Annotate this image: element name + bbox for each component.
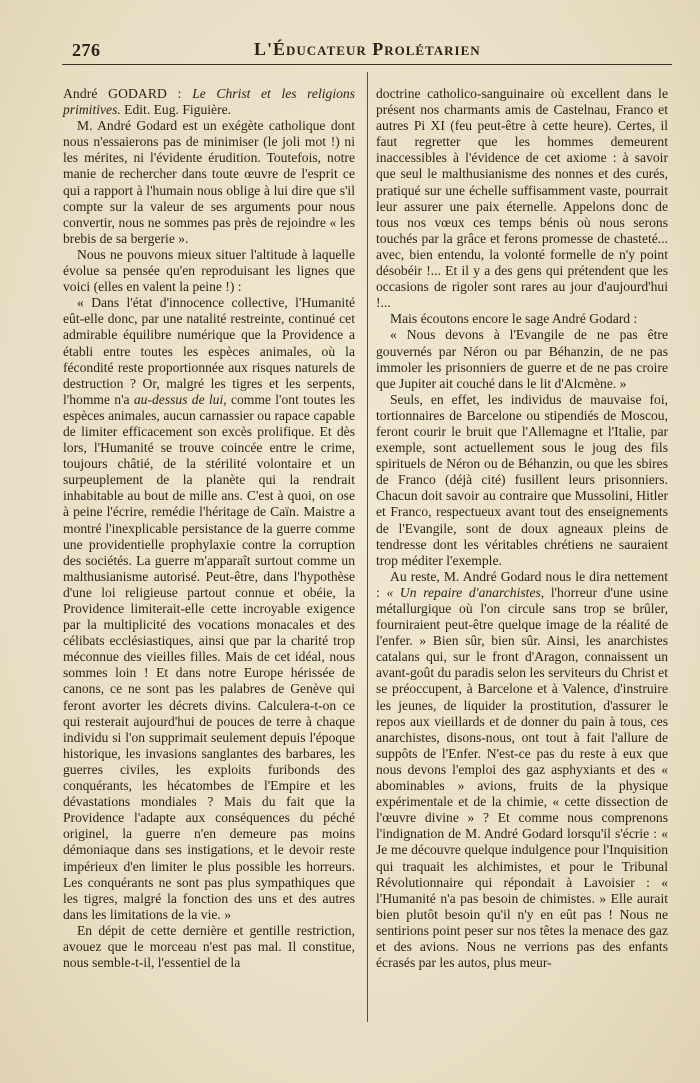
paragraph: Mais écoutons encore le sage André Godard : <box>390 311 638 327</box>
left-column <box>63 86 355 971</box>
paragraph: Nous ne pouvons mieux situer l'altitude à laquelle évolue sa pensée qu'en reproduisant les lignes que voici (elles en valent la peine !) : <box>63 246 355 295</box>
quote-emphasis: au-dessus de lui <box>133 391 224 407</box>
quote-text: « Dans l'état d'innocence collective, l'Humanité eût-elle donc, par une natalité restreinte, continué cet admirable équilibre numérique que la Providence a établi entre toutes les espèces animales, où la fécondité reste proportionnée aux risques naturels de destruction ? Or, malgré les tigres et les serpents, l'homme n'a <box>63 295 355 407</box>
right-column <box>376 86 668 971</box>
quotation: « Nous devons à l'Evangile de ne pas être gouvernés par Néron ou par Béhanzin, de ne pas immoler les prisonniers de guerre et de ne pas croire que Jupiter ait couché dans le lit d'Alcmène. » <box>376 327 668 391</box>
quotation <box>63 295 355 923</box>
reference-publisher: Edit. Eug. Figuière. <box>120 102 232 118</box>
paragraph: En dépit de cette dernière et gentille restriction, avouez que le morceau n'est pas mal. Il constitue, nous semble-t-il, l'essentiel de la <box>63 922 355 971</box>
paragraph <box>376 569 668 971</box>
page-number: 276 <box>72 40 101 60</box>
paragraph: Seuls, en effet, les individus de mauvaise foi, tortionnaires de Barcelone ou stipendiés de Moscou, feront courir le bruit que l'Allemagne et l'Italie, par exemple, sont actuellement sous le joug des fils spirituels de Néron ou de Béhanzin, ou que les sbires de Franco (déjà cité) fusillent leurs prisonniers. Chacun doit savoir au contraire que Mussolini, Hitler et Franco, respectueux avant tout des enseignements de l'Evangile, sont de doux agneaux pleins de tendresse dont les véritables chrétiens ne sauraient trop méditer l'exemple. <box>376 391 668 568</box>
header-divider <box>62 64 672 65</box>
quote-text: , comme l'ont toutes les espèces animales, aucun carnassier ou rapace capable de limiter efficacement son excès prolifique. Et dès lors, l'Humanité se trouve coincée entre le crime, toujours châtié, de la stérilité volontaire et un surpeuplement de la planète qui la rendrait inhabitable au bout de mille ans. C'est à quoi, on ose à peine l'écrire, remédie l'héritage de Caïn. Maistre a montré l'inexplicable persistance de la guerre comme une providentielle prophylaxie contre la corruption des sociétés. La guerre m'apparaît surtout comme un malthusianisme autorisé. Peut-être, dans l'hypothèse d'une loi religieuse partout connue et obéie, la Providence limiterait-elle cette incroyable exigence par la multiplicité des vocations monacales et des célibats ecclésiastiques, ainsi que par la charité trop méconnue des vieilles filles. Mais de cet idéal, nous sommes loin ! Et dans notre Europe hérissée de canons, ce ne sont pas les palabres de Genève qui feront avorter les décrets divins. Calculera-t-on ce qui resterait aujourd'hui de pouces de terre à chaque individu si l'on supprimait seulement depuis l'époque historique, les invasions sanglantes des barbares, les guerres civiles, les exploits furibonds des conquérants, les hécatombes de l'Empire et les dévastations mondiales ? Mais du fait que la Providence l'adapte aux conséquences du péché originel, la guerre n'en demeure pas moins démoniaque dans ses instigations, et le devoir reste impérieux d'en limiter le plus possible les horreurs. Les conquérants ne sont pas plus sympathiques que les tigres, malgré la fonction des uns et des autres dans les limitations de la vie. » <box>63 391 356 922</box>
paragraph-text: Au reste, M. André Godard nous le dira nettement : <box>376 568 668 600</box>
column-divider <box>367 72 368 1022</box>
paragraph-text: , l'horreur d'une usine métallurgique où l'on circule sans trop se brûler, fourniraient peut-être quelque image de la réalité de l'enfer. » Bien sûr, bien sûr. Ainsi, les anarchistes catalans qui, sur le front d'Aragon, connaissent un avant-goût du paradis selon les serviteurs du Christ et se préoccupent, à Barcelone et à Valence, d'instruire les jeunes, de liquider la prostitution, d'assurer le repos aux vieillards et de donner du pain à tous, ces anarchistes, disons-nous, ont tout à fait l'allure de suppôts de l'Enfer. N'est-ce pas du reste à eux que nous devons l'emploi des gaz asphyxiants et des « abominables » avions, fruits de la physique expérimentale et de la chimie, « cette dissection de l'œuvre divine » ? Et comme nous comprenons l'indignation de M. André Godard lorsqu'il s'écrie : « Je me découvre quelque indulgence pour l'Inquisition qui traquait les alchimistes, et pour le Tribunal Révolutionnaire qui répondait à Lavoisier : « l'Humanité n'a pas besoin de chimistes. » Elle aurait bien plutôt besoin qu'il n'y en eût pas ! Nous ne sentirions point peser sur nos têtes la menace des gaz et des avions. Nous ne verrions pas des enfants écrasés par les autos, plus meur- <box>376 584 668 971</box>
page-header <box>62 36 672 62</box>
paragraph: M. André Godard est un exégète catholique dont nous n'essaierons pas de minimiser (le joli mot !) ni les mérites, ni l'évidente érudition. Toutefois, notre manie de rechercher dans toute œuvre de l'esprit ce qui a rapport à l'humain nous oblige à lui dire que s'il compte sur la valeur de ses arguments pour nous convertir, nous ne sommes pas près de rejoindre « les brebis de sa bergerie ». <box>63 118 355 246</box>
reference-author: André GODARD : <box>63 86 193 101</box>
book-reference <box>63 86 355 118</box>
reference-book-title: Le Christ et les religions primitives. <box>63 86 355 118</box>
paragraph: doctrine catholico-sanguinaire où excellent dans le présent nos charmants amis de Castelnau, Franco et autres Pi XI (feu peut-être à cette heure). Certes, il faut regretter que les hommes demeurent inaccessibles à l'évidence de cet axiome : à savoir que seul le malthusianisme des nonnes et des curés, pratiqué sur une échelle suffisamment vaste, pourrait leur assurer une paix éternelle. Appelons donc de tous nos vœux ces temps bénis où nous serons touchés par la grâce et ferons promesse de chasteté... avec, bien entendu, la volonté formelle de n'y point désobéir !... Et il y a des gens qui prétendent que les occasions de rigoler sont rares au jour d'aujourd'hui !... <box>376 86 668 311</box>
journal-title: L'Éducateur Prolétarien <box>254 39 481 59</box>
paragraph-emphasis: « Un repaire d'anarchistes <box>386 584 541 600</box>
